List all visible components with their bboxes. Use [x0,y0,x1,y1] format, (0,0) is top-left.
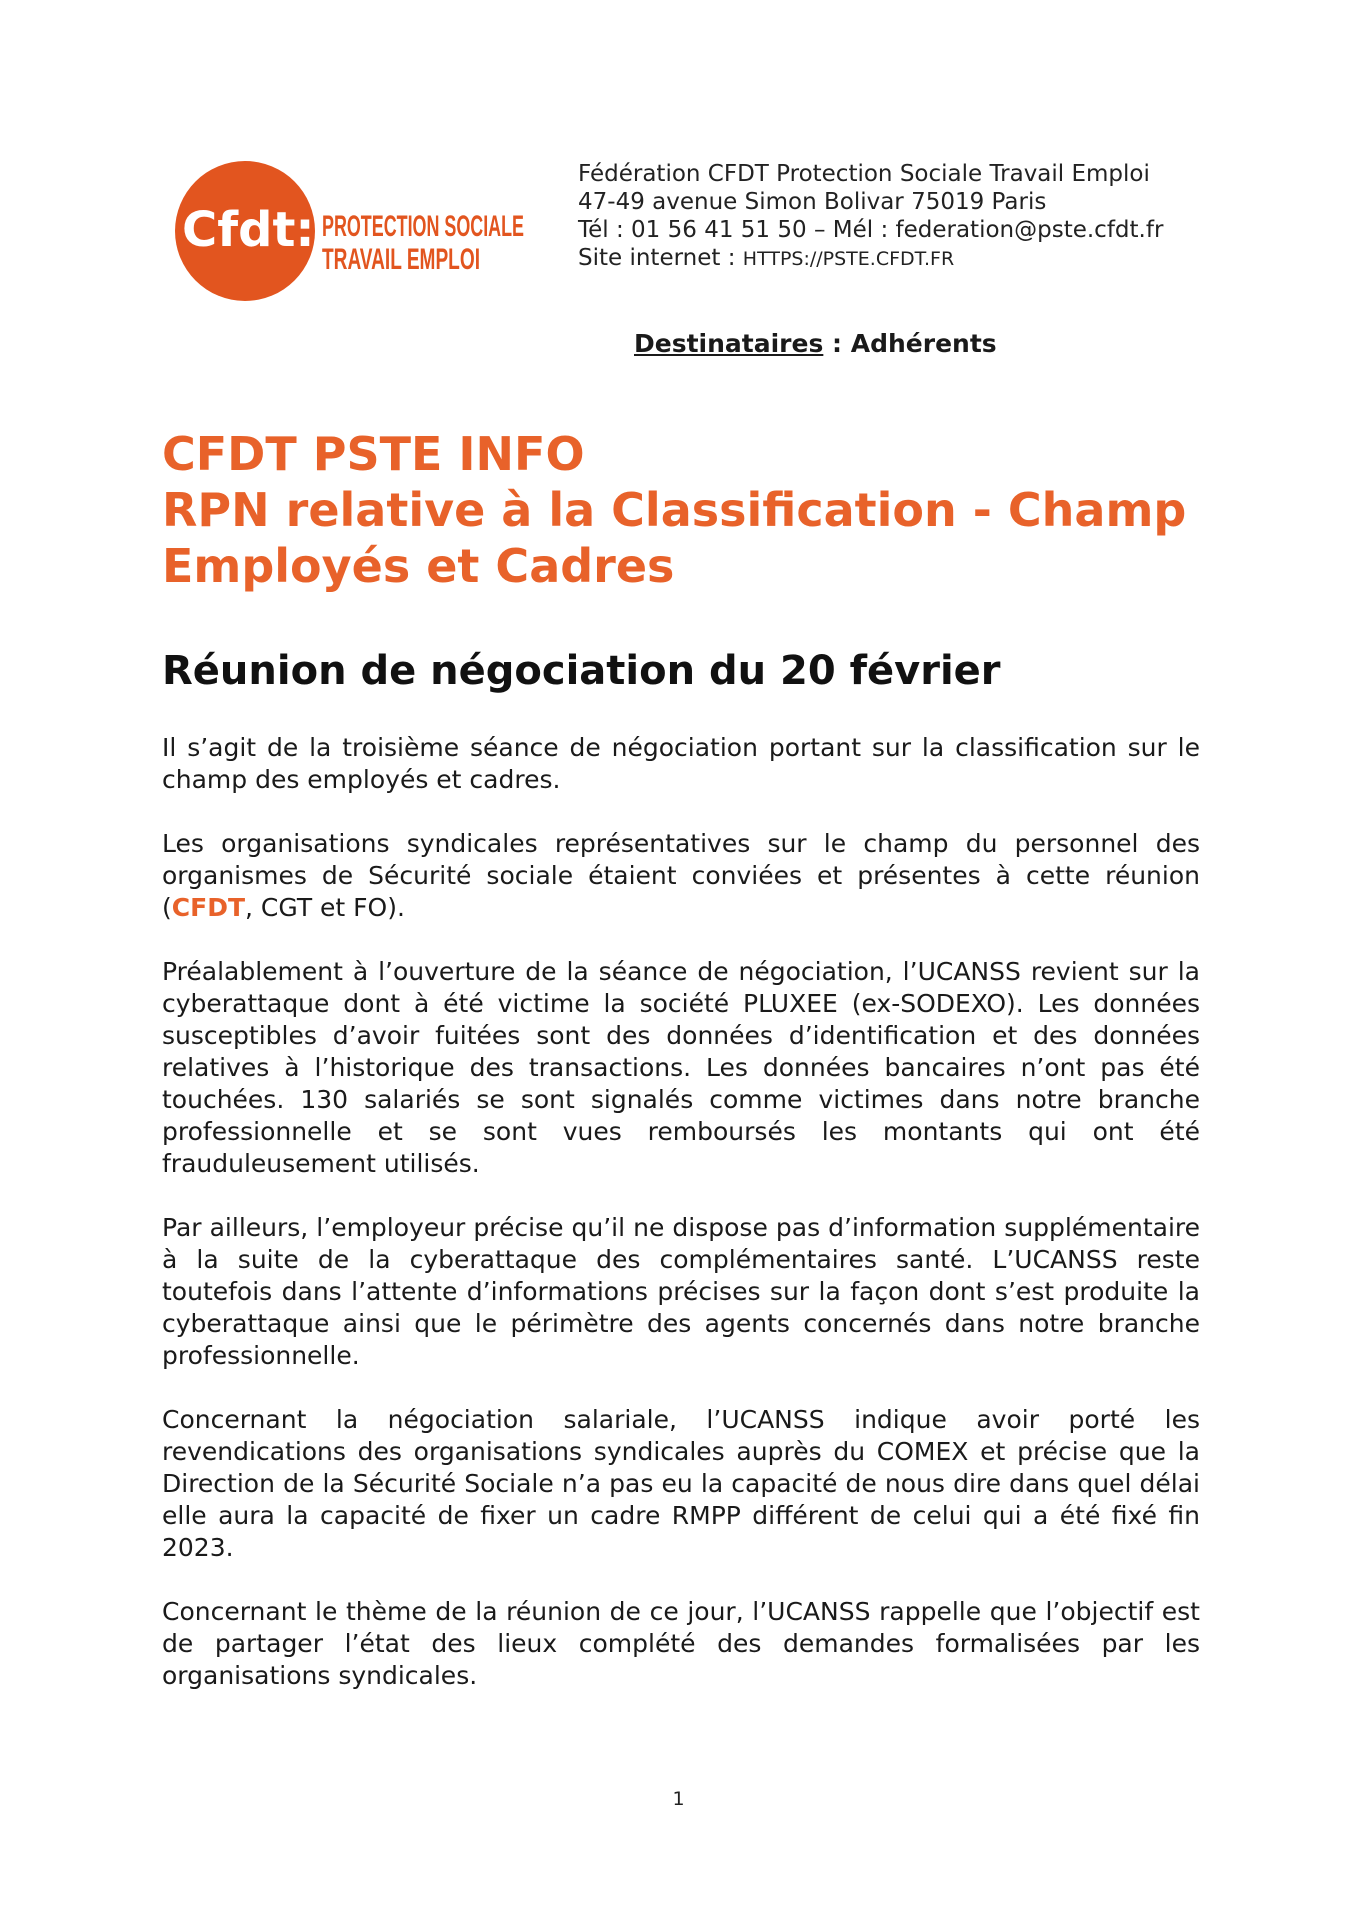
recipients-separator: : [823,329,851,358]
document-body [162,732,1200,1724]
cfdt-highlight: CFDT [171,893,245,922]
paragraph-5: Concernant la négociation salariale, l’UCANSS indique avoir porté les revendications des organisations syndicales auprès du COMEX et précise que la Direction de la Sécurité Sociale n’a pas eu la capacité de nous dire dans quel délai elle aura la capacité de fixer un cadre RMPP différent de celui qui a été fixé fin 2023. [162,1405,1200,1562]
title-line-2: RPN relative à la Classification - Champ [162,483,1187,537]
recipients-line [634,329,997,358]
paragraph-2 [162,828,1200,924]
paragraph-3: Préalablement à l’ouverture de la séance de négociation, l’UCANSS revient sur la cyberattaque dont à été victime la société PLUXEE (ex-SODEXO). Les données susceptibles d’avoir fuitées sont des données d’identification et des données relatives à l’historique des transactions. Les données bancaires n’ont pas été touchées. 130 salariés se sont signalés comme victimes dans notre branche professionnelle et se sont vues remboursés les montants qui ont été frauduleusement utilisés. [162,957,1200,1178]
federation-contact-block [578,160,1163,273]
paragraph-6: Concernant le thème de la réunion de ce jour, l’UCANSS rappelle que l’objectif est de partager l’état des lieux complété des demandes formalisées par les organisations syndicales. [162,1597,1200,1690]
federation-name: Fédération CFDT Protection Sociale Travail Emploi [578,161,1150,187]
document-title [162,426,1212,594]
website-label: Site internet : [578,245,743,271]
paragraph-1: Il s’agit de la troisième séance de négociation portant sur la classification sur le champ des employés et cadres. [162,733,1200,794]
federation-website [578,244,1163,273]
cfdt-logo [172,158,532,304]
website-url[interactable]: HTTPS://PSTE.CFDT.FR [742,248,955,270]
meeting-subtitle: Réunion de négociation du 20 février [162,648,1001,694]
logo-wordmark: Cfdt: [182,202,315,258]
title-line-1: CFDT PSTE INFO [162,427,585,481]
paragraph-2-text-a: Les organisations syndicales représentatives sur le champ du personnel des organismes de Sécurité sociale étaient conviées et présentes à cette réunion ( [162,829,1200,922]
title-line-3: Employés et Cadres [162,539,675,593]
page-number: 1 [672,1788,685,1810]
federation-phone-email: Tél : 01 56 41 51 50 – Mél : federation@pste.cfdt.fr [578,217,1164,243]
recipients-value: Adhérents [850,329,997,358]
logo-line-2: TRAVAIL EMPLOI [322,243,480,276]
recipients-label: Destinataires [634,329,824,358]
logo-line-1: PROTECTION SOCIALE [322,210,524,243]
federation-address: 47-49 avenue Simon Bolivar 75019 Paris [578,189,1047,215]
paragraph-4: Par ailleurs, l’employeur précise qu’il ne dispose pas d’information supplémentaire à la suite de la cyberattaque des complémentaires santé. L’UCANSS reste toutefois dans l’attente d’informations précises sur la façon dont s’est produite la cyberattaque ainsi que le périmètre des agents concernés dans notre branche professionnelle. [162,1213,1200,1370]
paragraph-2-text-b: , CGT et FO). [245,893,405,922]
